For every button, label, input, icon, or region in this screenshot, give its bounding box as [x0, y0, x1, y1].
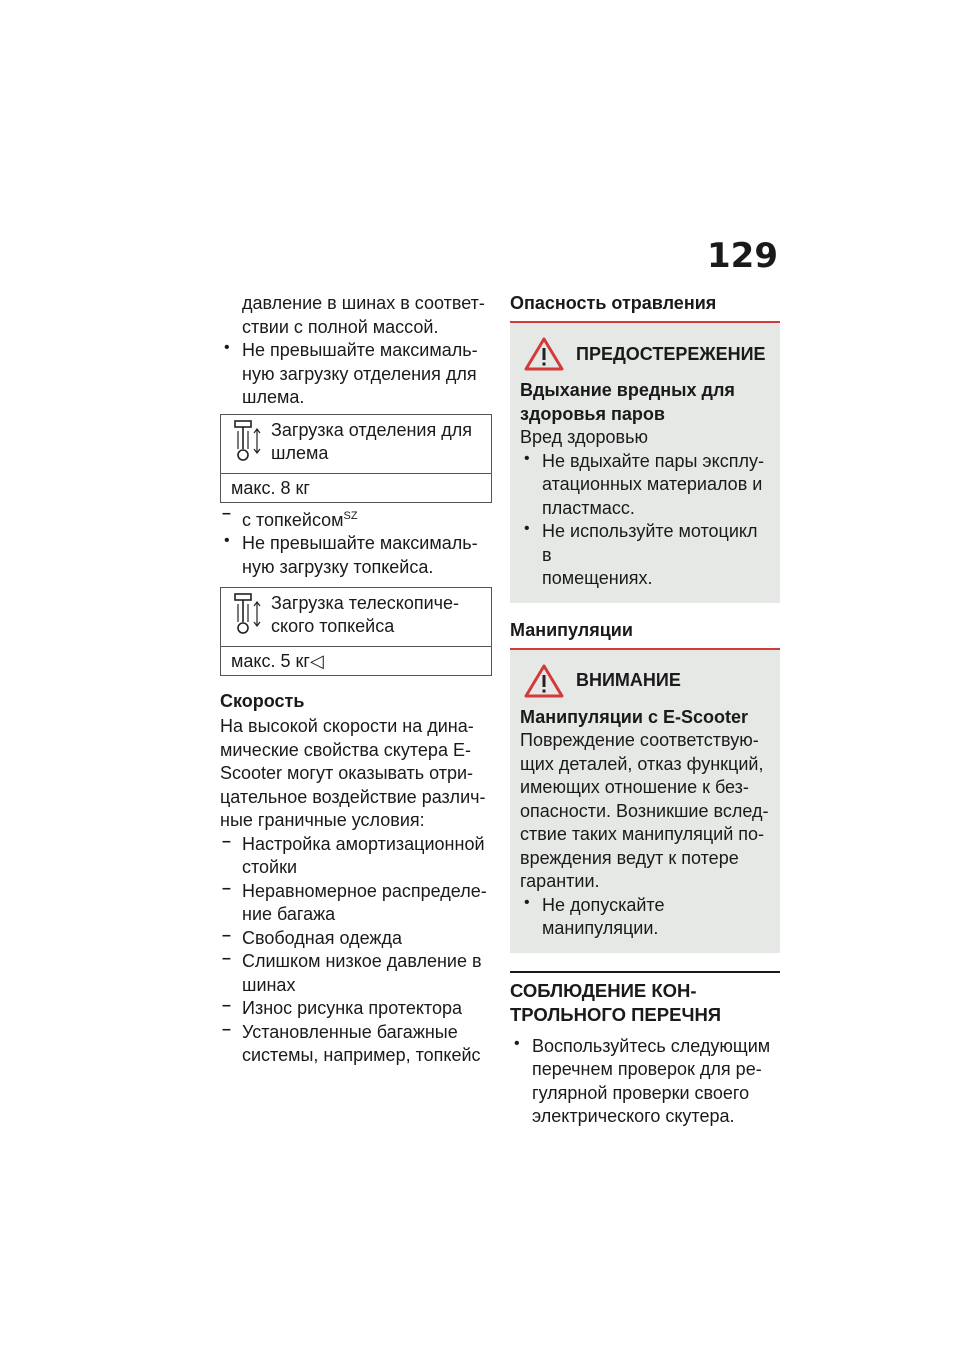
warning-header: [520, 664, 770, 698]
text-line: гарантии.: [520, 871, 600, 891]
warning-subtitle: здоровья паров: [520, 403, 665, 424]
text-line: • Не превышайте максималь-: [242, 340, 478, 360]
speed-paragraph: [220, 715, 492, 833]
list-item: [220, 997, 492, 1021]
warning-subtitle: Манипуляции с E-Scooter: [520, 706, 748, 727]
spec-table-header: [221, 588, 491, 647]
text-line: ТРОЛЬНОГО ПЕРЕЧНЯ: [510, 1003, 722, 1025]
text-line: опасности. Возникшие вслед-: [520, 800, 769, 821]
spec-table-value: макс. 8 кг: [231, 477, 310, 498]
text-line: [242, 505, 492, 533]
bullet-helmet-load: [220, 339, 492, 410]
page-number: 129: [707, 236, 778, 276]
text-line: имеющих отношение к без-: [520, 777, 749, 797]
text-line: ского топкейса: [271, 616, 395, 636]
warning-header: [520, 337, 770, 371]
checklist-title: [510, 971, 780, 1027]
text-line: СОБЛЮДЕНИЕ КОН-: [510, 979, 697, 1001]
text-line: • Не вдыхайте пары эксплу-: [542, 450, 764, 471]
text-line: – Настройка амортизационной: [242, 833, 485, 854]
topcase-note-sup: SZ: [343, 509, 358, 522]
text-line: давление в шинах в соответ-: [242, 293, 485, 313]
manipulation-heading: Манипуляции: [510, 619, 633, 640]
text-line: Загрузка отделения для: [271, 419, 472, 440]
warning-subtitle: Вдыхание вредных для: [520, 380, 735, 400]
text-line: ную загрузку отделения для: [242, 363, 477, 384]
text-line: щих деталей, отказ функций,: [520, 753, 764, 774]
text-line: Загрузка телескопиче-: [271, 593, 460, 613]
poison-heading: Опасность отравления: [510, 293, 717, 313]
spec-table-header: [221, 415, 491, 474]
text-line: • Не используйте мотоцикл в: [542, 521, 758, 565]
left-column: [220, 292, 492, 1068]
list-item: [520, 894, 770, 941]
text-line: цательное воздействие различ-: [220, 786, 486, 807]
text-line: системы, например, топкейс: [242, 1045, 481, 1065]
list-item: [220, 833, 492, 880]
load-weight-icon: [233, 419, 261, 463]
text-line: На высокой скорости на дина-: [220, 716, 474, 736]
list-item: [520, 520, 770, 591]
speed-heading: Скорость: [220, 691, 305, 711]
text-line: мические свойства скутера E-: [220, 739, 471, 760]
text-line: ную загрузку топкейса.: [242, 556, 434, 577]
text-line: ствии с полной массой.: [242, 316, 439, 337]
warning-label: ПРЕДОСТЕРЕЖЕНИЕ: [576, 343, 766, 364]
warning-triangle-icon: [524, 664, 564, 698]
list-item: [520, 450, 770, 521]
text-line: шлема: [271, 442, 329, 463]
text-line: электрического скутера.: [532, 1106, 735, 1126]
warning-box: [510, 321, 780, 603]
warning-triangle-icon: [524, 337, 564, 371]
text-line: • Не превышайте максималь-: [242, 533, 478, 553]
topcase-note-text: с топкейсом: [242, 509, 344, 530]
text-line: перечнем проверок для ре-: [532, 1059, 762, 1079]
text-line: вреждения ведут к потере: [520, 847, 739, 868]
spec-table-title: [271, 419, 472, 465]
warning-label: ВНИМАНИЕ: [576, 670, 681, 690]
caution-box: [510, 648, 780, 953]
checklist-bullet: [510, 1035, 780, 1129]
text-line: – Свободная одежда: [242, 927, 402, 948]
list-item: [220, 880, 492, 927]
list-item: [220, 927, 492, 951]
text-line: – Слишком низкое давление в: [242, 951, 482, 971]
text-line: ние багажа: [242, 904, 336, 924]
text-line: – Неравномерное распределе-: [242, 880, 487, 901]
load-weight-icon: [233, 592, 261, 636]
text-line: • Воспользуйтесь следующим: [532, 1035, 771, 1056]
text-line: ствие таких манипуляций по-: [520, 824, 765, 844]
warning-body: [520, 729, 770, 894]
text-line: • Не допускайте манипуляции.: [542, 894, 665, 938]
helmet-load-table: [220, 414, 492, 503]
text-line: – Установленные багажные: [242, 1021, 458, 1042]
text-line: шинах: [242, 974, 296, 995]
intro-text: [220, 292, 492, 339]
spec-table-value: макс. 5 кг◁: [231, 651, 324, 671]
text-line: атационных материалов и: [542, 474, 763, 494]
text-line: ные граничные условия:: [220, 810, 425, 830]
right-column: [510, 292, 780, 1129]
text-line: Повреждение соответствую-: [520, 730, 759, 750]
text-line: помещениях.: [542, 568, 653, 588]
text-line: пластмасс.: [542, 497, 635, 518]
warning-body: Вред здоровью: [520, 427, 648, 447]
list-item: [220, 1021, 492, 1068]
text-line: Scooter могут оказывать отри-: [220, 763, 474, 783]
text-line: – Износ рисунка протектора: [242, 998, 463, 1018]
list-item: [220, 950, 492, 997]
text-line: гулярной проверки своего: [532, 1082, 750, 1103]
topcase-note: [220, 505, 492, 533]
spec-table-title: [271, 592, 459, 638]
text-line: стойки: [242, 857, 298, 877]
bullet-topcase-load: [220, 532, 492, 579]
text-line: шлема.: [242, 387, 305, 407]
topcase-load-table: [220, 587, 492, 676]
